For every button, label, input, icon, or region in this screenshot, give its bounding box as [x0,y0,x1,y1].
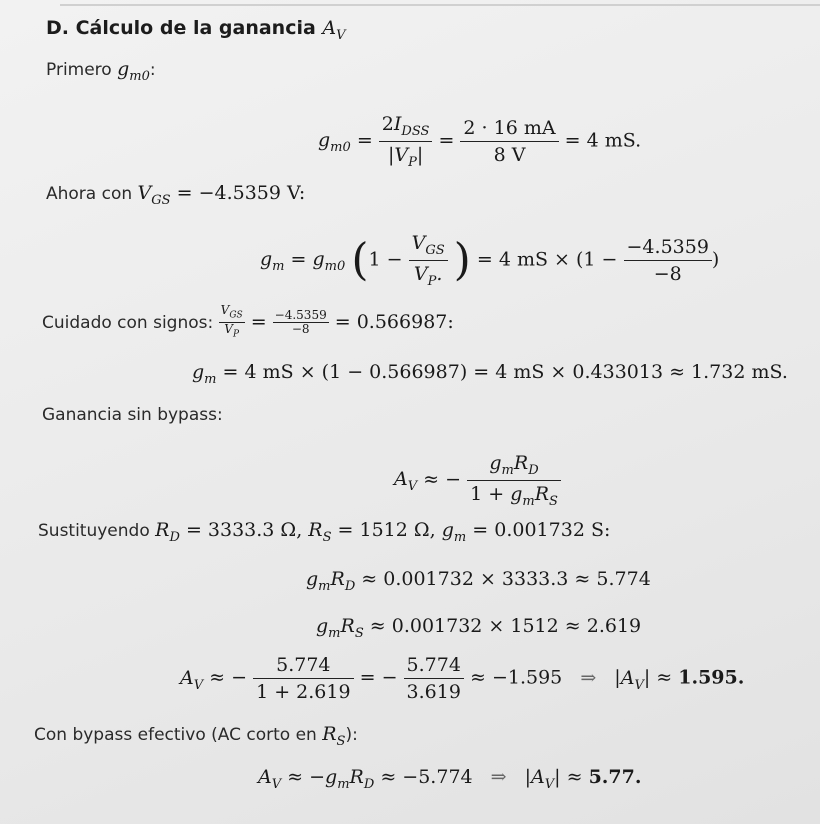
section-heading: D. Cálculo de la ganancia $A_V$ [46,17,346,43]
equation-gm0: $g_{m0}$ = $\frac{2I_{DSS}}{|V_P|}$ = $\frac{2 \cdot 16 mA}{8 V}$ = 4 mS. [318,113,642,170]
signs-text: Cuidado con signos: $V_{GS}$ $V_P$ = $\frac{-4.5359}{-8}$ = 0.566987: [42,303,454,340]
equation-gm-numeric: $g_m = 4$ mS × (1 − 0.566987) = 4 mS × 0.433013 ≈ 1.732 mS. [192,361,788,387]
equation-gmrd: $g_mR_D \approx 0.001732 \times 3333.3 \approx 5.774$ [306,568,651,594]
equation-gm: $g_m = g_{m0}$ (1 − $\frac{V_{GS}}{V_P.}$ ) = 4 mS × (1 − $\frac{-4.5359}{-8}$ ) [260,232,720,289]
bypass-text: Con bypass efectivo (AC corto en $R_S$): [34,723,358,749]
vgs-text: Ahora con $V_{GS} = -4.5359$ V: [46,182,306,208]
equation-gmrs: $g_mR_S \approx 0.001732 \times 1512 \approx 2.619$ [316,615,642,641]
equation-av-numeric: $A_V$ ≈ − $\frac{5.774}{1 + 2.619}$ = − $\frac{5.774}{3.619}$ ≈ −1.595 ⇒ $|A_V| \approx 1.595$. [180,654,745,703]
substitution-text: Sustituyendo $R_D = 3333.3$ Ω, $R_S = 1512$ Ω, $g_m = 0.001732$ S: [38,519,611,545]
equation-av-formula: $A_V$ ≈ − $\frac{g_mR_D}{1 + g_mR_S}$ [394,452,561,509]
intro-text: Primero $g_{m0}$: [46,58,156,84]
divider [60,4,820,6]
equation-av-bypass: $A_V \approx -g_mR_D \approx -5.774$ ⇒ $|A_V| \approx 5.77$. [258,766,642,792]
no-bypass-text: Ganancia sin bypass: [42,405,223,425]
